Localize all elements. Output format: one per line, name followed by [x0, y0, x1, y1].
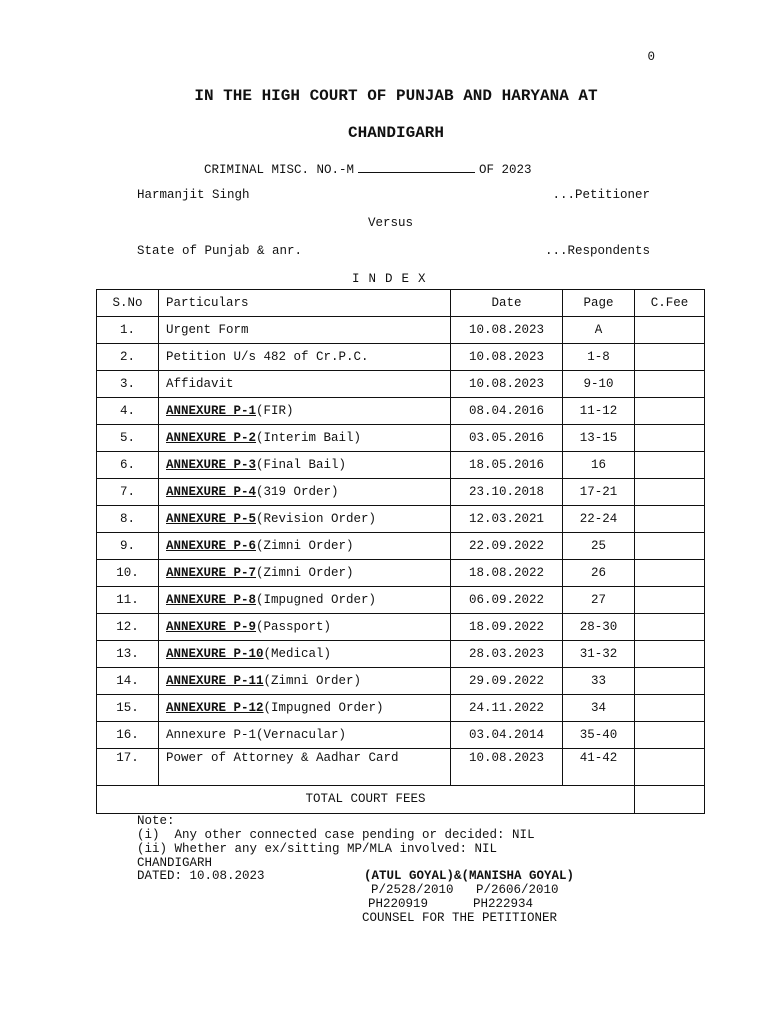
annexure-label: ANNEXURE P-1 — [166, 403, 257, 418]
annexure-label: ANNEXURE P-11 — [166, 673, 264, 688]
row-sno: 10. — [97, 560, 159, 587]
row-page: 35-40 — [563, 722, 635, 749]
counsel-phone: PH220919 PH222934 — [368, 897, 534, 911]
row-date: 03.05.2016 — [451, 425, 563, 452]
row-particulars — [159, 668, 451, 695]
particular-text: (Zimni Order) — [263, 673, 362, 688]
note-label: Note: — [137, 814, 175, 828]
header-page: Page — [563, 290, 635, 317]
index-row — [97, 695, 705, 722]
header-court-fee: C.Fee — [635, 290, 705, 317]
index-table — [96, 289, 705, 814]
row-page: A — [563, 317, 635, 344]
annexure-label: ANNEXURE P-7 — [166, 565, 257, 580]
annexure-label: ANNEXURE P-9 — [166, 619, 257, 634]
header-date: Date — [451, 290, 563, 317]
row-court-fee — [635, 344, 705, 371]
row-court-fee — [635, 317, 705, 344]
row-sno: 13. — [97, 641, 159, 668]
row-page: 34 — [563, 695, 635, 722]
row-date: 06.09.2022 — [451, 587, 563, 614]
row-page: 27 — [563, 587, 635, 614]
particular-text: (Impugned Order) — [263, 700, 384, 715]
particular-text: Annexure P-1(Vernacular) — [166, 727, 347, 742]
particular-text: (319 Order) — [256, 484, 339, 499]
row-particulars — [159, 452, 451, 479]
dated: DATED: 10.08.2023 — [137, 869, 265, 883]
row-page: 26 — [563, 560, 635, 587]
row-date: 08.04.2016 — [451, 398, 563, 425]
row-date: 10.08.2023 — [451, 344, 563, 371]
row-particulars — [159, 533, 451, 560]
row-date: 03.04.2014 — [451, 722, 563, 749]
row-sno: 1. — [97, 317, 159, 344]
row-page: 31-32 — [563, 641, 635, 668]
row-sno: 16. — [97, 722, 159, 749]
row-date: 18.09.2022 — [451, 614, 563, 641]
particular-text: (Zimni Order) — [256, 538, 354, 553]
row-court-fee — [635, 587, 705, 614]
index-row — [97, 425, 705, 452]
total-court-fees-label: TOTAL COURT FEES — [97, 786, 635, 814]
counsel-enrolment: P/2528/2010 P/2606/2010 — [371, 883, 559, 897]
index-row — [97, 614, 705, 641]
index-row — [97, 344, 705, 371]
row-court-fee — [635, 479, 705, 506]
particular-text: Urgent Form — [166, 322, 249, 337]
row-court-fee — [635, 695, 705, 722]
particular-text: Affidavit — [166, 376, 234, 391]
row-particulars — [159, 506, 451, 533]
row-page: 25 — [563, 533, 635, 560]
row-date: 24.11.2022 — [451, 695, 563, 722]
note-line-2: (ii) Whether any ex/sitting MP/MLA involved: NIL — [137, 842, 498, 856]
index-header-row — [97, 290, 705, 317]
annexure-label: ANNEXURE P-12 — [166, 700, 264, 715]
row-particulars — [159, 317, 451, 344]
case-number-blank — [358, 160, 475, 173]
row-sno: 2. — [97, 344, 159, 371]
row-date: 22.09.2022 — [451, 533, 563, 560]
court-title-line1: IN THE HIGH COURT OF PUNJAB AND HARYANA AT — [194, 87, 598, 105]
row-page: 22-24 — [563, 506, 635, 533]
row-court-fee — [635, 425, 705, 452]
row-sno: 5. — [97, 425, 159, 452]
annexure-label: ANNEXURE P-10 — [166, 646, 264, 661]
row-sno: 6. — [97, 452, 159, 479]
annexure-label: ANNEXURE P-5 — [166, 511, 257, 526]
particular-text: Power of Attorney & Aadhar Card — [166, 751, 399, 765]
row-date: 28.03.2023 — [451, 641, 563, 668]
row-sno: 11. — [97, 587, 159, 614]
index-row — [97, 560, 705, 587]
row-page: 41-42 — [563, 749, 635, 786]
row-page: 33 — [563, 668, 635, 695]
row-date: 18.08.2022 — [451, 560, 563, 587]
row-court-fee — [635, 722, 705, 749]
row-particulars — [159, 614, 451, 641]
row-date: 29.09.2022 — [451, 668, 563, 695]
row-court-fee — [635, 641, 705, 668]
row-court-fee — [635, 560, 705, 587]
row-court-fee — [635, 452, 705, 479]
row-court-fee — [635, 614, 705, 641]
row-court-fee — [635, 533, 705, 560]
row-sno: 17. — [97, 749, 159, 786]
index-row — [97, 722, 705, 749]
index-row — [97, 641, 705, 668]
header-particulars: Particulars — [159, 290, 451, 317]
petitioner-role: ...Petitioner — [552, 188, 650, 202]
row-page: 28-30 — [563, 614, 635, 641]
particular-text: (Zimni Order) — [256, 565, 354, 580]
versus-label: Versus — [368, 216, 414, 230]
index-row — [97, 479, 705, 506]
row-page: 16 — [563, 452, 635, 479]
row-page: 1-8 — [563, 344, 635, 371]
row-sno: 14. — [97, 668, 159, 695]
index-title: INDEX — [352, 272, 435, 286]
place: CHANDIGARH — [137, 856, 213, 870]
row-particulars — [159, 722, 451, 749]
note-line-1: (i) Any other connected case pending or decided: NIL — [137, 828, 535, 842]
counsel-designation: COUNSEL FOR THE PETITIONER — [362, 911, 558, 925]
row-particulars — [159, 695, 451, 722]
particular-text: (Final Bail) — [256, 457, 347, 472]
particular-text: (FIR) — [256, 403, 294, 418]
particular-text: (Medical) — [263, 646, 332, 661]
row-court-fee — [635, 371, 705, 398]
row-sno: 15. — [97, 695, 159, 722]
row-date: 18.05.2016 — [451, 452, 563, 479]
particular-text: (Revision Order) — [256, 511, 377, 526]
annexure-label: ANNEXURE P-6 — [166, 538, 257, 553]
row-date: 12.03.2021 — [451, 506, 563, 533]
total-row — [97, 786, 705, 814]
row-sno: 3. — [97, 371, 159, 398]
row-date: 23.10.2018 — [451, 479, 563, 506]
header-sno: S.No — [97, 290, 159, 317]
row-page: 9-10 — [563, 371, 635, 398]
row-page: 11-12 — [563, 398, 635, 425]
row-sno: 8. — [97, 506, 159, 533]
particular-text: (Impugned Order) — [256, 592, 377, 607]
index-row — [97, 533, 705, 560]
annexure-label: ANNEXURE P-4 — [166, 484, 257, 499]
index-row — [97, 371, 705, 398]
row-date: 10.08.2023 — [451, 749, 563, 786]
counsel-names: (ATUL GOYAL)&(MANISHA GOYAL) — [364, 869, 575, 883]
row-particulars — [159, 749, 451, 786]
row-particulars — [159, 587, 451, 614]
case-number-prefix: CRIMINAL MISC. NO.-M — [204, 163, 355, 177]
row-particulars — [159, 560, 451, 587]
case-number-suffix: OF 2023 — [479, 163, 532, 177]
particular-text: (Passport) — [256, 619, 332, 634]
particular-text: Petition U/s 482 of Cr.P.C. — [166, 349, 369, 364]
annexure-label: ANNEXURE P-3 — [166, 457, 257, 472]
row-particulars — [159, 344, 451, 371]
row-date: 10.08.2023 — [451, 317, 563, 344]
row-court-fee — [635, 668, 705, 695]
index-row — [97, 398, 705, 425]
index-row — [97, 587, 705, 614]
court-title-line2: CHANDIGARH — [347, 124, 444, 142]
index-row — [97, 668, 705, 695]
row-sno: 12. — [97, 614, 159, 641]
row-sno: 4. — [97, 398, 159, 425]
index-row — [97, 452, 705, 479]
petitioner-name: Harmanjit Singh — [137, 188, 250, 202]
row-sno: 7. — [97, 479, 159, 506]
row-court-fee — [635, 398, 705, 425]
row-sno: 9. — [97, 533, 159, 560]
row-date: 10.08.2023 — [451, 371, 563, 398]
row-court-fee — [635, 749, 705, 786]
row-page: 13-15 — [563, 425, 635, 452]
row-particulars — [159, 425, 451, 452]
row-particulars — [159, 398, 451, 425]
case-number — [204, 160, 532, 177]
row-page: 17-21 — [563, 479, 635, 506]
row-particulars — [159, 371, 451, 398]
index-body — [97, 317, 705, 786]
index-row — [97, 317, 705, 344]
page-number: 0 — [647, 50, 655, 64]
row-particulars — [159, 641, 451, 668]
annexure-label: ANNEXURE P-2 — [166, 430, 257, 445]
index-row — [97, 749, 705, 786]
respondent-role: ...Respondents — [544, 244, 650, 258]
row-court-fee — [635, 506, 705, 533]
total-court-fees-value — [635, 786, 705, 814]
respondent-name: State of Punjab & anr. — [137, 244, 303, 258]
index-row — [97, 506, 705, 533]
annexure-label: ANNEXURE P-8 — [166, 592, 257, 607]
row-particulars — [159, 479, 451, 506]
particular-text: (Interim Bail) — [256, 430, 362, 445]
